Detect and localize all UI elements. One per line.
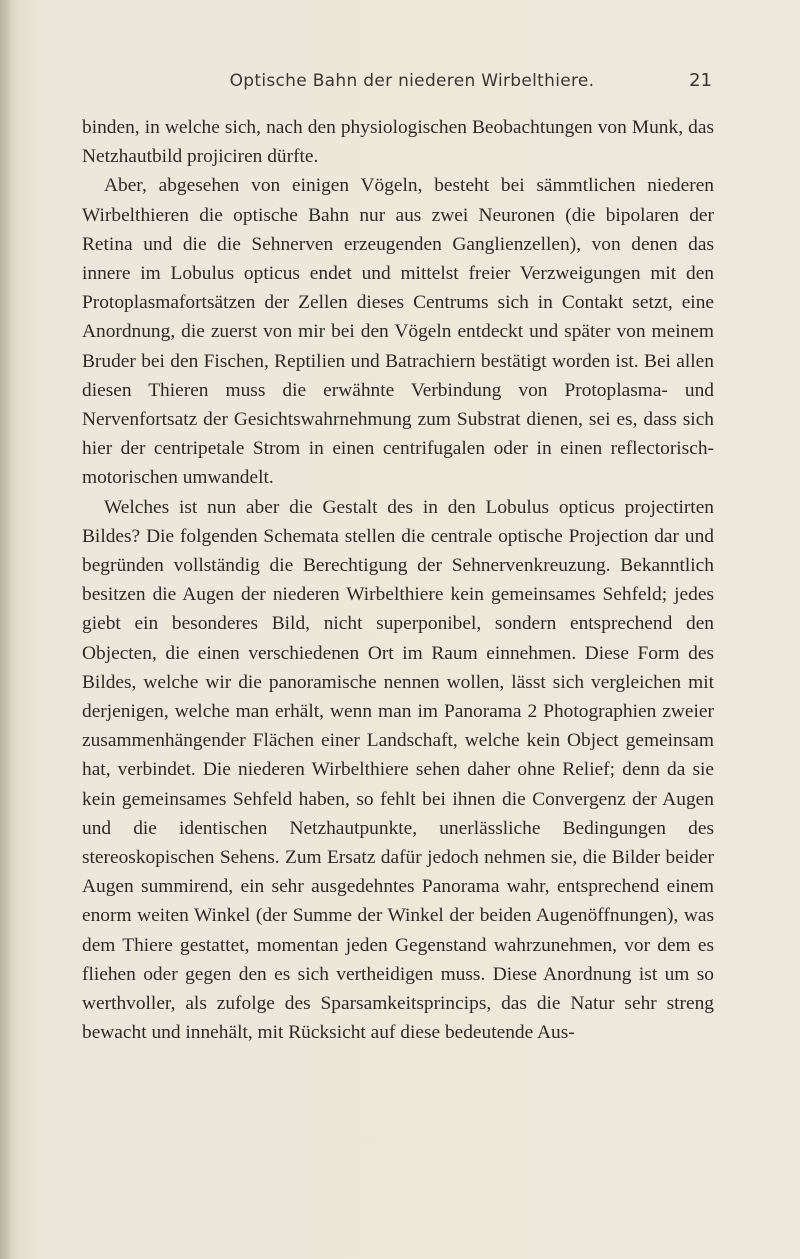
paragraph-2: Aber, abgesehen von einigen Vögeln, besteht bei sämmtlichen niederen Wirbelthieren die optische Bahn nur aus zwei Neuronen (die bipolaren der Retina und die die Sehnerven erzeugenden Ganglienzellen), von denen das innere im Lobulus opticus endet und mittelst freier Verzweigungen mit den Protoplasmafortsätzen der Zellen dieses Centrums sich in Contakt setzt, eine Anordnung, die zuerst von mir bei den Vögeln entdeckt und später von meinem Bruder bei den Fischen, Reptilien und Batrachiern bestätigt worden ist. Bei allen diesen Thieren muss die erwähnte Verbindung von Protoplasma- und Nervenfortsatz der Gesichtswahrnehmung zum Substrat dienen, sei es, dass sich hier der centripetale Strom in einen centrifugalen oder in einen reflectorisch-motorischen umwandelt. [82, 175, 714, 489]
body-text [82, 113, 714, 1048]
paragraph-3: Welches ist nun aber die Gestalt des in den Lobulus opticus projectirten Bildes? Die folgenden Schemata stellen die centrale optische Projection dar und begründen vollständig die Berechtigung der Sehnervenkreuzung. Bekanntlich besitzen die Augen der niederen Wirbelthiere kein gemeinsames Sehfeld; jedes giebt ein besonderes Bild, nicht superponibel, sondern entsprechend den Objecten, die einen verschiedenen Ort im Raum einnehmen. Diese Form des Bildes, welche wir die panoramische nennen wollen, lässt sich vergleichen mit derjenigen, welche man erhält, wenn man im Panorama 2 Photographien zweier zusammenhängender Flächen einer Landschaft, welche kein Object gemeinsam hat, verbindet. Die niederen Wirbelthiere sehen daher ohne Relief; denn da sie kein gemeinsames Sehfeld haben, so fehlt bei ihnen die Convergenz der Augen und die identischen Netzhautpunkte, unerlässliche Bedingungen des stereoskopischen Sehens. Zum Ersatz dafür jedoch nehmen sie, die Bilder beider Augen summirend, ein sehr ausgedehntes Panorama wahr, entsprechend einem enorm weiten Winkel (der Summe der Winkel der beiden Augenöffnungen), was dem Thiere gestattet, momentan jeden Gegenstand wahrzunehmen, vor dem es fliehen oder gegen den es sich vertheidigen muss. Diese Anordnung ist um so werthvoller, als zufolge des Sparsamkeitsprincips, das die Natur sehr streng bewacht und innehält, mit Rücksicht auf diese bedeutende Aus- [82, 496, 714, 1044]
running-head: Optische Bahn der niederen Wirbelthiere. [229, 71, 595, 91]
page-header [82, 70, 712, 98]
gutter-shadow [0, 0, 12, 1259]
paragraph-1: binden, in welche sich, nach den physiologischen Beobachtungen von Munk, das Netzhautbild projiciren dürfte. [82, 117, 714, 168]
page-number: 21 [689, 70, 712, 91]
